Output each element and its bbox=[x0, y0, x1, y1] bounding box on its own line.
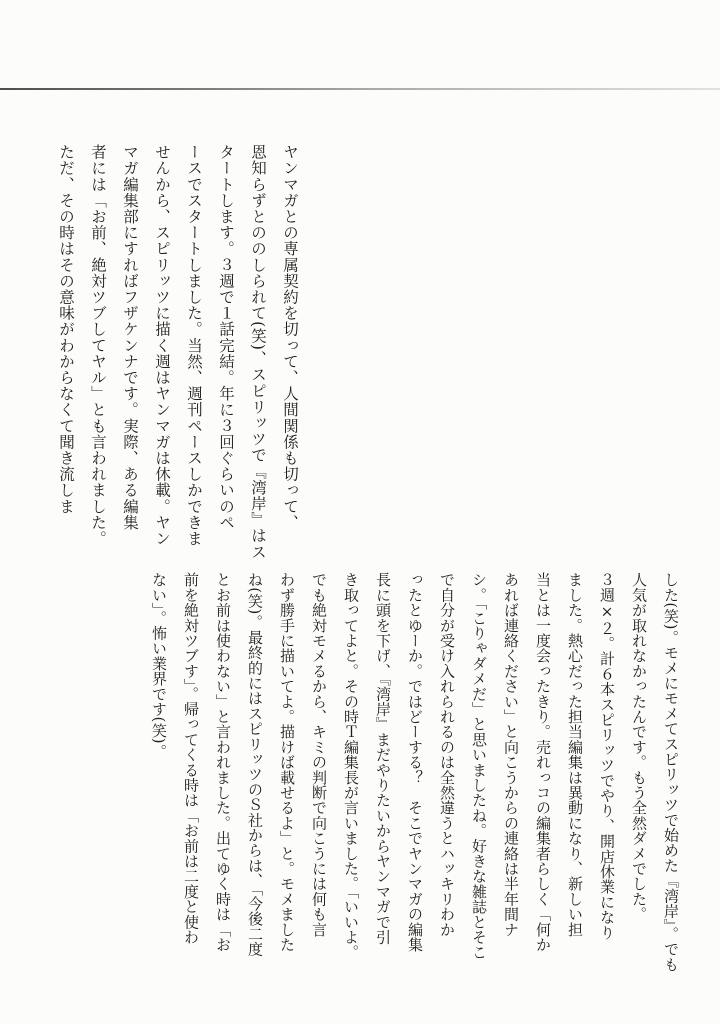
text-column: 恩知らずとののしられて(笑)、スピリッツで『湾岸』はス bbox=[249, 144, 267, 560]
text-column: ３週×２。計６本スピリッツでやり、開店休業になり bbox=[598, 572, 616, 940]
text-column: 者には「お前、絶対ツブしてヤル」とも言われました。 bbox=[89, 144, 107, 547]
text-column: ました。熱心だった担当編集は異動になり、新しい担 bbox=[566, 572, 584, 937]
text-column: シ。「こりゃダメだ」と思いましたね。好きな雑誌とそこ bbox=[470, 572, 488, 960]
text-column: わず勝手に描いてよ。描けば載せるよ」と。モメました bbox=[278, 572, 296, 952]
text-column: マガ編集部にすればフザケンナです。実際、ある編集 bbox=[121, 144, 139, 531]
text-column: 人気が取れなかったんです。もう全然ダメでした。 bbox=[630, 572, 648, 922]
text-column: ヤンマガとの専属契約を切って、人間関係も切って、 bbox=[281, 144, 299, 531]
text-column: 当とは一度会ったきり。売れっコの編集者らしく「何か bbox=[534, 572, 552, 952]
paragraph-block-bottom bbox=[143, 572, 687, 972]
text-column: で自分が受け入れられるのは全然違うとハッキリわか bbox=[438, 572, 456, 937]
text-column: した(笑)。モメにモメてスピリッツで始めた『湾岸』。でも bbox=[662, 572, 680, 972]
text-column: ただ、その時はその意味がわからなくて聞き流しま bbox=[57, 144, 75, 515]
text-column: とお前は使わない」と言われました。出てゆく時は「お bbox=[214, 572, 232, 952]
separator-line bbox=[0, 88, 720, 90]
paragraph-block-top bbox=[50, 144, 306, 560]
text-column: 前を絶対ツブす」。帰ってくる時は「お前は二度と使わ bbox=[182, 572, 200, 945]
text-column: ね(笑)。最終的にはスピリッツのＳ社からは、「今後二度 bbox=[246, 572, 264, 957]
text-column: ない」。怖い業界です(笑)。 bbox=[150, 572, 168, 760]
text-column: あれば連絡ください」と向こうからの連絡は半年間ナ bbox=[502, 572, 520, 937]
text-column: タートします。３週で１話完結。年に３回ぐらいのペ bbox=[217, 144, 235, 531]
text-column: 長に頭を下げ、『湾岸』まだやりたいからヤンマガで引 bbox=[374, 572, 392, 945]
text-column: ースでスタートしました。当然、週刊ペースしかできま bbox=[185, 144, 203, 547]
text-column: き取ってよと。その時Ｔ編集長が言いました。「いいよ。 bbox=[342, 572, 360, 960]
text-column: でも絶対モメるから、キミの判断で向こうには何も言 bbox=[310, 572, 328, 937]
text-column: せんから、スピリッツに描く週はヤンマガは休載。ヤン bbox=[153, 144, 171, 547]
text-column: ったとゆーか。ではどーする？ そこでヤンマガの編集 bbox=[406, 572, 424, 952]
